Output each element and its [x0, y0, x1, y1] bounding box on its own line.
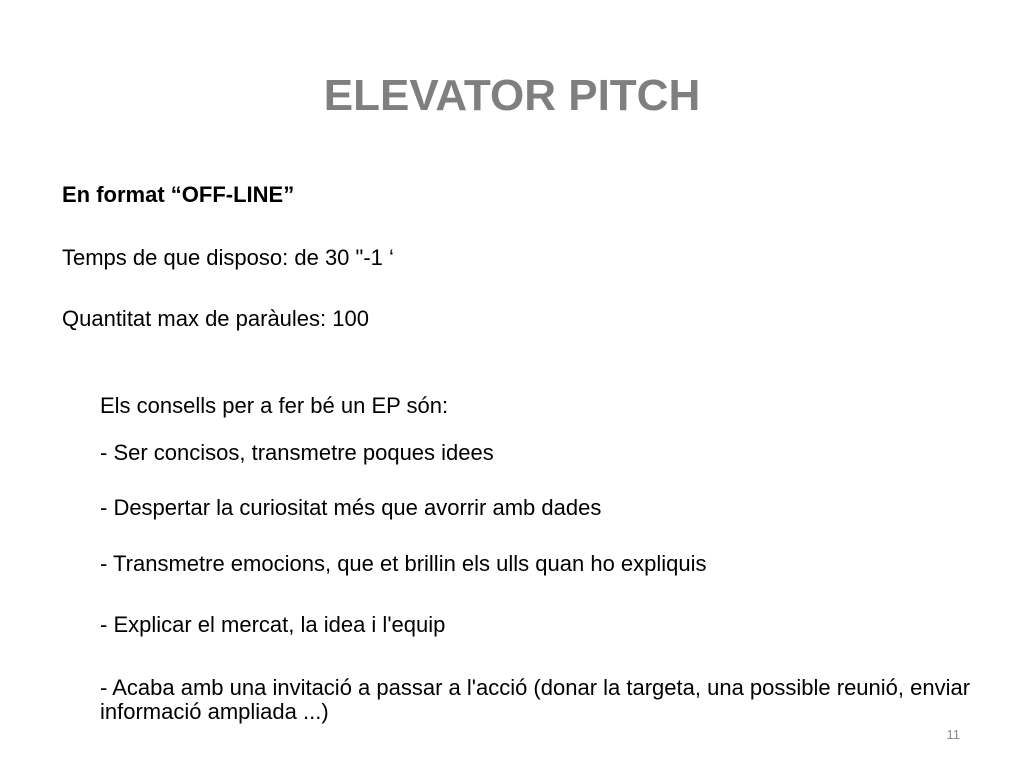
tip-item: - Acaba amb una invitació a passar a l'acció (donar la targeta, una possible reunió, enviar informació ampliada ...): [100, 675, 971, 724]
format-subtitle: En format “OFF-LINE”: [62, 182, 295, 207]
page-number: 11: [946, 727, 960, 742]
time-available-text: Temps de que disposo: de 30 "-1 ‘: [62, 245, 394, 270]
tip-item: - Explicar el mercat, la idea i l'equip: [100, 612, 446, 637]
max-words-text: Quantitat max de paràules: 100: [62, 306, 369, 331]
tips-intro: Els consells per a fer bé un EP són:: [100, 393, 449, 418]
tip-item: - Transmetre emocions, que et brillin els ulls quan ho expliquis: [100, 551, 707, 576]
slide-title: ELEVATOR PITCH: [323, 71, 701, 120]
tip-item: - Despertar la curiositat més que avorrir amb dades: [100, 495, 602, 520]
tip-item: - Ser concisos, transmetre poques idees: [100, 440, 494, 465]
